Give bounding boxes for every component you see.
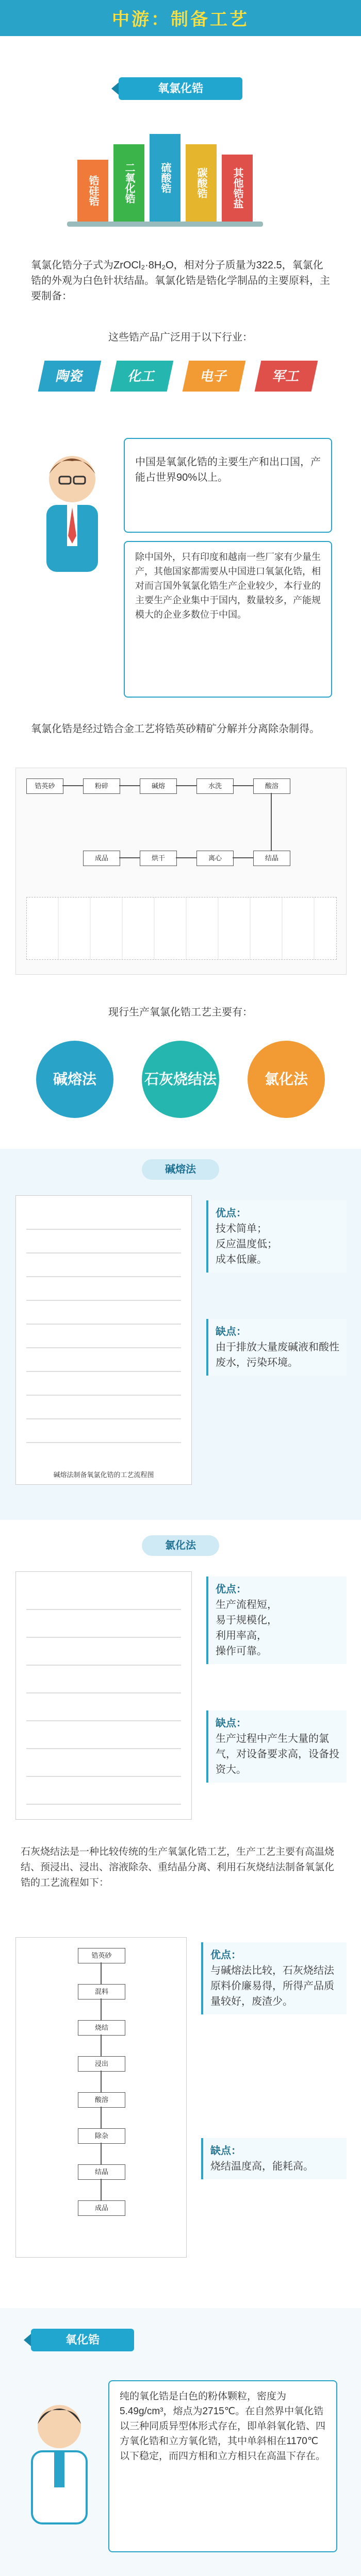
lime-flow-step: 成品	[78, 2200, 125, 2216]
lime-flow-step: 浸出	[78, 2056, 125, 2072]
flow-step: 碱熔	[140, 778, 177, 794]
section-ribbon-zirconium-oxychloride: 氧氯化锆	[119, 77, 242, 100]
lime-flow-step: 结晶	[78, 2164, 125, 2180]
book: 二氧化锆	[113, 144, 144, 222]
flow-step: 酸溶	[253, 778, 290, 794]
book-shelf	[67, 222, 263, 227]
teacher-illustration	[31, 448, 113, 582]
lime-lead: 石灰烧结法是一种比较传统的生产氧氯化锆工艺，生产工艺主要有高温烧结、预浸出、浸出、溶液除杂、重结晶分离、利用石灰烧结法制备氧氯化锆的工艺流程如下：	[21, 1846, 335, 1888]
alkali-adv-item: 技术简单；	[216, 1223, 267, 1234]
chlorination-dis-head: 缺点：	[216, 1718, 247, 1729]
lime-advantages	[201, 1942, 347, 2014]
chlorination-adv-item: 易于规模化，	[216, 1615, 277, 1626]
flow-arrow	[119, 785, 140, 786]
lime-flow-step: 酸溶	[78, 2092, 125, 2108]
method-bubble-lime: 石灰烧结法	[142, 1041, 219, 1118]
alkali-adv-item: 成本低廉。	[216, 1254, 267, 1265]
flow-arrow	[101, 2143, 102, 2164]
chlorination-disadvantages	[206, 1710, 347, 1783]
lime-dis-item: 烧结温度高，能耗高。	[210, 2161, 314, 2172]
book: 其他锆盐	[222, 155, 253, 222]
title-prefix: 中游：	[112, 10, 171, 29]
flow-step: 烘干	[140, 851, 177, 866]
alkali-flow-lines	[26, 1206, 181, 1453]
title-main: 制备工艺	[171, 10, 249, 29]
flow-arrow	[233, 857, 253, 858]
method-bubble-chlorination: 氯化法	[248, 1041, 325, 1118]
scientist-illustration	[15, 2396, 103, 2530]
china-note: 中国是氧氯化锆的主要生产和出口国，产能占世界90%以上。	[135, 456, 321, 483]
alkali-flow-diagram	[15, 1195, 192, 1485]
flow-hatch	[26, 897, 337, 960]
lime-disadvantages	[201, 2138, 347, 2179]
industry-tag: 电子	[183, 361, 246, 392]
flow-arrow	[271, 793, 272, 851]
flow-arrow	[101, 2071, 102, 2092]
zirconia-intro: 纯的氧化锆是白色的粉体颗粒，密度为5.49g/cm³，熔点为2715℃。在自然界中氧化锆以三种同质异型体形式存在，即单斜氧化锆、四方氧化锆和立方氧化锆，其中单斜相在1170℃以下稳定，而四方相和立方相只在高温下存在。	[120, 2391, 326, 2462]
flow-arrow	[101, 2179, 102, 2200]
chlorination-adv-item: 利用率高，	[216, 1630, 267, 1641]
book: 锆硅锆	[77, 160, 108, 222]
alkali-flow-caption: 碱熔法制备氧氯化锆的工艺流程图	[53, 1471, 154, 1479]
flow-step: 成品	[83, 851, 120, 866]
book: 硫酸锆	[150, 134, 180, 222]
flow-arrow	[176, 785, 196, 786]
section-ribbon-zirconia: 氧化锆	[31, 2329, 134, 2351]
chlorination-flow-diagram	[15, 1571, 192, 1820]
chlorination-dis-item: 生产过程中产生大量的氯气，对设备要求高，设备投资大。	[216, 1733, 339, 1775]
china-note-card	[124, 438, 332, 533]
chlorination-advantages	[206, 1577, 347, 1664]
flow-step: 锆英砂	[26, 778, 63, 794]
flow-arrow	[233, 785, 253, 786]
lime-flow-step: 锆英砂	[78, 1948, 125, 1963]
lime-flow-step: 烧结	[78, 2020, 125, 2036]
flow-step: 水洗	[196, 778, 234, 794]
flow-step: 结晶	[253, 851, 290, 866]
lime-flow-step: 除杂	[78, 2128, 125, 2144]
book: 碳酸锆	[186, 144, 217, 222]
zirconia-intro-card	[108, 2380, 337, 2552]
flow-arrow	[101, 1962, 102, 1984]
usage-lead: 这些锆产品广泛用于以下行业：	[108, 332, 253, 343]
flow-step: 粉碎	[83, 778, 120, 794]
lime-adv-item: 与碱熔法比较，石灰烧结法原料价廉易得，所得产品质量较好，废渣少。	[210, 1965, 334, 2007]
page-title	[0, 5, 361, 30]
chlorination-flow-lines	[26, 1582, 181, 1809]
lime-dis-head: 缺点：	[210, 2145, 241, 2157]
alkali-adv-item: 反应温度低；	[216, 1239, 277, 1250]
supply-note-card	[124, 541, 332, 698]
flow-arrow	[101, 2107, 102, 2128]
flow-arrow	[101, 2035, 102, 2056]
oxychloride-flow-diagram	[15, 768, 347, 975]
tab-chlorination: 氯化法	[142, 1535, 219, 1556]
flow-step: 离心	[196, 851, 234, 866]
alkali-dis-head: 缺点：	[216, 1326, 247, 1337]
industry-tag: 陶瓷	[38, 361, 102, 392]
lime-flow-step: 混料	[78, 1984, 125, 1999]
alkali-disadvantages	[206, 1319, 347, 1376]
flow-arrow	[62, 785, 83, 786]
intro-paragraph: 氧氯化锆分子式为ZrOCl₂·8H₂O，相对分子质量为322.5，氧氯化锆的外观为白色针状结晶。氧氯化锆是锆化学制品的主要原料，主要制备：	[31, 260, 330, 302]
flow-arrow	[176, 857, 196, 858]
books-illustration	[77, 129, 284, 232]
method-bubble-alkali: 碱熔法	[36, 1041, 113, 1118]
lime-flow-diagram	[15, 1937, 187, 2258]
industry-tag: 军工	[255, 361, 318, 392]
flow-arrow	[119, 857, 140, 858]
methods-lead: 现行生产氧氯化锆工艺主要有：	[108, 1007, 253, 1018]
supply-note: 除中国外，只有印度和越南一些厂家有少量生产，其他国家都需要从中国进口氧氯化锆，相对而言国外氧氯化锆生产企业较少，本行业的主要生产企业集中于国内，数量较多，产能规模大的企业多数位于中国。	[135, 552, 321, 620]
process-lead: 氧氯化锆是经过锆合金工艺将锆英砂精矿分解并分离除杂制得。	[31, 723, 320, 735]
flow-arrow	[101, 1998, 102, 2020]
lime-adv-head: 优点：	[210, 1950, 241, 1961]
chlorination-adv-item: 操作可靠。	[216, 1646, 267, 1657]
alkali-dis-item: 由于排放大量废碱液和酸性废水，污染环境。	[216, 1342, 339, 1368]
tab-alkali: 碱熔法	[142, 1159, 219, 1180]
chlorination-adv-head: 优点：	[216, 1584, 247, 1595]
alkali-adv-head: 优点：	[216, 1208, 247, 1219]
industry-tag: 化工	[110, 361, 174, 392]
alkali-advantages	[206, 1200, 347, 1273]
chlorination-adv-item: 生产流程短，	[216, 1599, 277, 1611]
